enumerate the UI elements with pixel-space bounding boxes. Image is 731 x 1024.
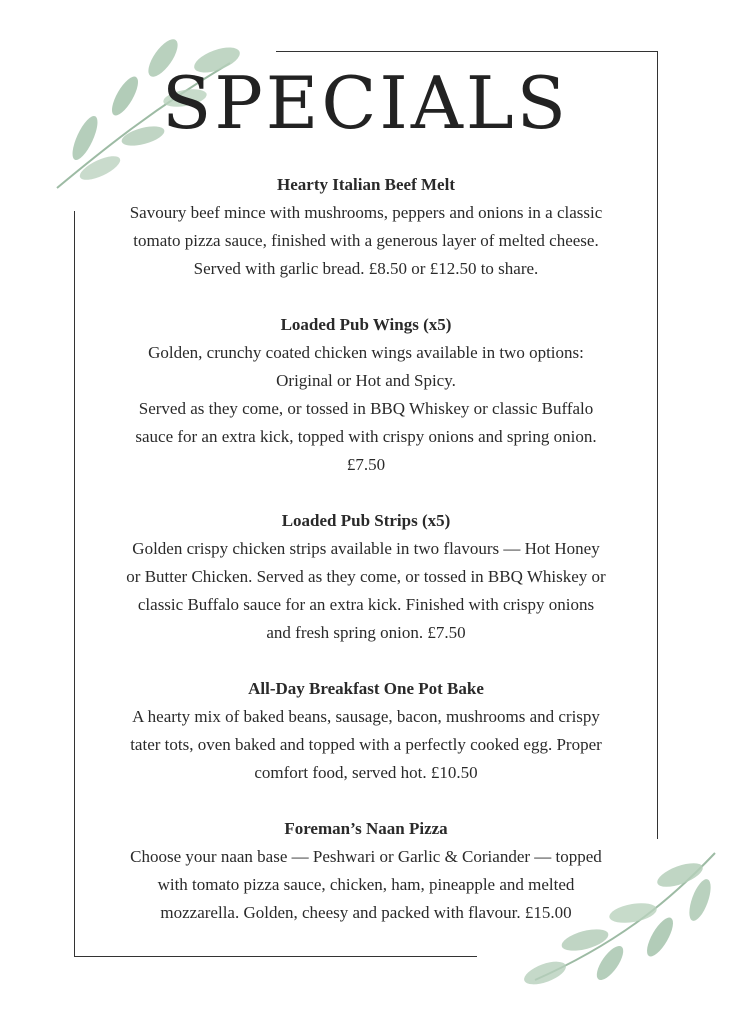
menu-item [90, 507, 642, 647]
menu-item [90, 675, 642, 787]
menu-item-description: Choose your naan base — Peshwari or Garlic & Coriander — topped with tomato pizza sauce, chicken, ham, pineapple and melted mozzarella. Golden, cheesy and packed with flavour. £15.00 [130, 847, 602, 922]
menu-item-name: Hearty Italian Beef Melt [277, 175, 455, 194]
menu-item-name: Loaded Pub Strips (x5) [281, 511, 451, 530]
menu-item-name: Foreman’s Naan Pizza [284, 819, 448, 838]
frame-left-line [74, 211, 75, 957]
frame-bottom-line [74, 956, 477, 957]
frame-right-line [657, 51, 658, 839]
page-title: SPECIALS [162, 61, 569, 145]
frame-top-line [276, 51, 658, 52]
menu-item [90, 311, 642, 479]
menu-item-name: All-Day Breakfast One Pot Bake [248, 679, 484, 698]
menu-item-description: Golden, crunchy coated chicken wings available in two options: Original or Hot and Spicy. Served as they come, or tossed in BBQ Whiskey or classic Buffalo sauce for an extra kick, topped with crispy onions and spring onion. £7.50 [135, 343, 597, 474]
menu-item-description: Golden crispy chicken strips available in two flavours — Hot Honey or Butter Chicken. Served as they come, or tossed in BBQ Whiskey or classic Buffalo sauce for an extra kick. Finished with crispy onions and fresh spring onion. £7.50 [126, 539, 606, 642]
menu-item-name: Loaded Pub Wings (x5) [280, 315, 452, 334]
menu-item [90, 171, 642, 283]
menu-item [90, 815, 642, 927]
specials-menu [90, 171, 642, 955]
menu-item-description: Savoury beef mince with mushrooms, peppers and onions in a classic tomato pizza sauce, finished with a generous layer of melted cheese. Served with garlic bread. £8.50 or £12.50 to share. [129, 203, 603, 278]
menu-item-description: A hearty mix of baked beans, sausage, bacon, mushrooms and crispy tater tots, oven baked and topped with a perfectly cooked egg. Proper comfort food, served hot. £10.50 [130, 707, 602, 782]
